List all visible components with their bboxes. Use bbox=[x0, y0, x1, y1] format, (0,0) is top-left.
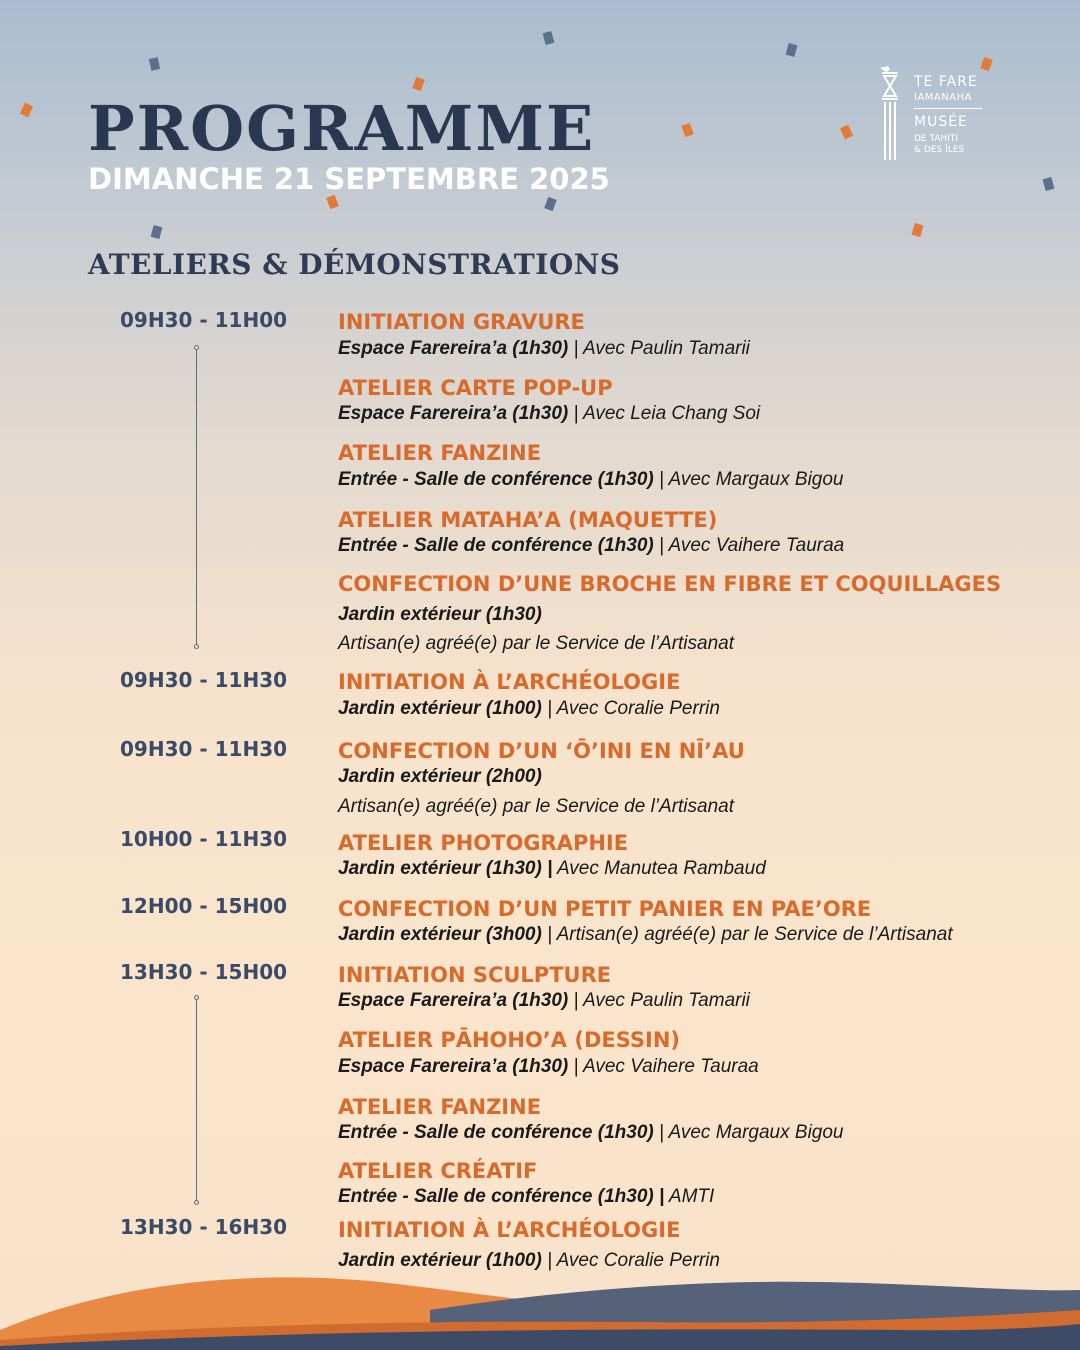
event-host: | Artisan(e) agréé(e) par le Service de l’Artisanat bbox=[541, 924, 953, 945]
event-details bbox=[338, 338, 750, 360]
event-title: ATELIER CARTE POP-UP bbox=[338, 376, 613, 400]
logo-line: TE FARE bbox=[914, 74, 978, 90]
event-location: Jardin extérieur (1h00) bbox=[338, 1250, 542, 1271]
event-details bbox=[338, 766, 542, 788]
time-slot: 12H00 - 15H00 bbox=[120, 894, 288, 918]
event-location: Espace Farereira’a (1h30) bbox=[338, 990, 569, 1011]
event-host: | Avec Coralie Perrin bbox=[541, 698, 720, 719]
event-title: ATELIER MATAHA’A (MAQUETTE) bbox=[338, 508, 718, 532]
event-location: Jardin extérieur (1h00) bbox=[338, 698, 542, 719]
logo-divider bbox=[914, 108, 982, 109]
event-location: Jardin extérieur (1h30) bbox=[338, 604, 542, 625]
event-host: | Avec Leia Chang Soi bbox=[568, 403, 761, 424]
event-title: CONFECTION D’UNE BROCHE EN FIBRE ET COQUILLAGES bbox=[338, 572, 1002, 596]
event-title: CONFECTION D’UN ‘Ō’INI EN NĪ’AU bbox=[338, 739, 745, 763]
event-details bbox=[338, 1122, 844, 1144]
time-slot: 09H30 - 11H30 bbox=[120, 668, 288, 692]
event-title: ATELIER CRÉATIF bbox=[338, 1159, 538, 1183]
event-title: ATELIER FANZINE bbox=[338, 1095, 542, 1119]
confetti bbox=[326, 195, 339, 209]
event-location: Entrée - Salle de conférence (1h30) bbox=[338, 469, 654, 490]
event-note: Artisan(e) agréé(e) par le Service de l’Artisanat bbox=[338, 633, 735, 654]
event-title: ATELIER FANZINE bbox=[338, 441, 542, 465]
event-details bbox=[338, 924, 953, 946]
confetti bbox=[681, 123, 694, 137]
event-title: CONFECTION D’UN PETIT PANIER EN PAE’ORE bbox=[338, 897, 872, 921]
museum-emblem-icon bbox=[876, 64, 906, 164]
event-location: Espace Farereira’a (1h30) bbox=[338, 1056, 569, 1077]
event-host: | Avec Margaux Bigou bbox=[653, 469, 844, 490]
event-details bbox=[338, 698, 720, 720]
confetti bbox=[149, 57, 160, 71]
logo-line: IAMANAHA bbox=[914, 92, 972, 103]
event-details bbox=[338, 1186, 714, 1208]
event-title: INITIATION GRAVURE bbox=[338, 310, 585, 334]
timeline-connector bbox=[196, 348, 197, 646]
confetti bbox=[151, 225, 163, 239]
event-location: Espace Farereira’a (1h30) bbox=[338, 338, 569, 359]
event-title: ATELIER PĀHOHO’A (DESSIN) bbox=[338, 1028, 681, 1052]
event-details bbox=[338, 403, 760, 425]
event-details bbox=[338, 604, 542, 626]
time-slot: 10H00 - 11H30 bbox=[120, 827, 288, 851]
confetti bbox=[412, 77, 425, 91]
event-details bbox=[338, 1056, 759, 1078]
event-note: Artisan(e) agréé(e) par le Service de l’Artisanat bbox=[338, 796, 735, 817]
event-location: Jardin extérieur (3h00) bbox=[338, 924, 542, 945]
event-title: ATELIER PHOTOGRAPHIE bbox=[338, 831, 629, 855]
confetti bbox=[1043, 177, 1055, 191]
event-details bbox=[338, 990, 750, 1012]
confetti bbox=[840, 125, 853, 140]
event-location: Jardin extérieur (1h30) | bbox=[338, 858, 553, 879]
event-details bbox=[338, 1250, 720, 1272]
event-host: Avec Manutea Rambaud bbox=[552, 858, 766, 879]
event-title: INITIATION À L’ARCHÉOLOGIE bbox=[338, 1218, 681, 1242]
museum-logo bbox=[872, 64, 1002, 164]
event-title: INITIATION SCULPTURE bbox=[338, 963, 612, 987]
event-host: AMTI bbox=[664, 1186, 715, 1207]
confetti bbox=[20, 103, 33, 118]
event-location: Espace Farereira’a (1h30) bbox=[338, 403, 569, 424]
event-location: Jardin extérieur (2h00) bbox=[338, 766, 542, 787]
event-location: Entrée - Salle de conférence (1h30) | bbox=[338, 1186, 665, 1207]
timeline-connector bbox=[196, 998, 197, 1202]
time-slot: 13H30 - 16H30 bbox=[120, 1215, 288, 1239]
event-date: DIMANCHE 21 SEPTEMBRE 2025 bbox=[88, 162, 610, 196]
page-title: PROGRAMME bbox=[88, 92, 596, 165]
time-slot: 13H30 - 15H00 bbox=[120, 960, 288, 984]
event-host: | Avec Margaux Bigou bbox=[653, 1122, 844, 1143]
confetti bbox=[786, 43, 798, 57]
event-host: | Avec Paulin Tamarii bbox=[568, 990, 750, 1011]
logo-line: & DES ÎLES bbox=[914, 145, 965, 155]
event-location: Entrée - Salle de conférence (1h30) bbox=[338, 1122, 654, 1143]
event-details bbox=[338, 535, 844, 557]
bottom-wave-decoration bbox=[0, 1270, 1080, 1350]
event-host: | Avec Vaihere Tauraa bbox=[653, 535, 845, 556]
logo-line: DE TAHITI bbox=[914, 134, 959, 144]
logo-line: MUSÉE bbox=[914, 114, 968, 130]
event-title: INITIATION À L’ARCHÉOLOGIE bbox=[338, 670, 681, 694]
event-location: Entrée - Salle de conférence (1h30) bbox=[338, 535, 654, 556]
logo-subline bbox=[914, 134, 994, 156]
time-slot: 09H30 - 11H00 bbox=[120, 308, 288, 332]
event-host: | Avec Vaihere Tauraa bbox=[568, 1056, 759, 1077]
time-slot: 09H30 - 11H30 bbox=[120, 737, 288, 761]
event-host: | Avec Coralie Perrin bbox=[541, 1250, 720, 1271]
confetti bbox=[543, 31, 555, 45]
section-heading: ATELIERS & DÉMONSTRATIONS bbox=[88, 248, 621, 281]
event-host: | Avec Paulin Tamarii bbox=[568, 338, 750, 359]
event-details bbox=[338, 469, 844, 491]
event-details bbox=[338, 858, 766, 880]
confetti bbox=[912, 223, 924, 237]
confetti bbox=[544, 197, 557, 211]
